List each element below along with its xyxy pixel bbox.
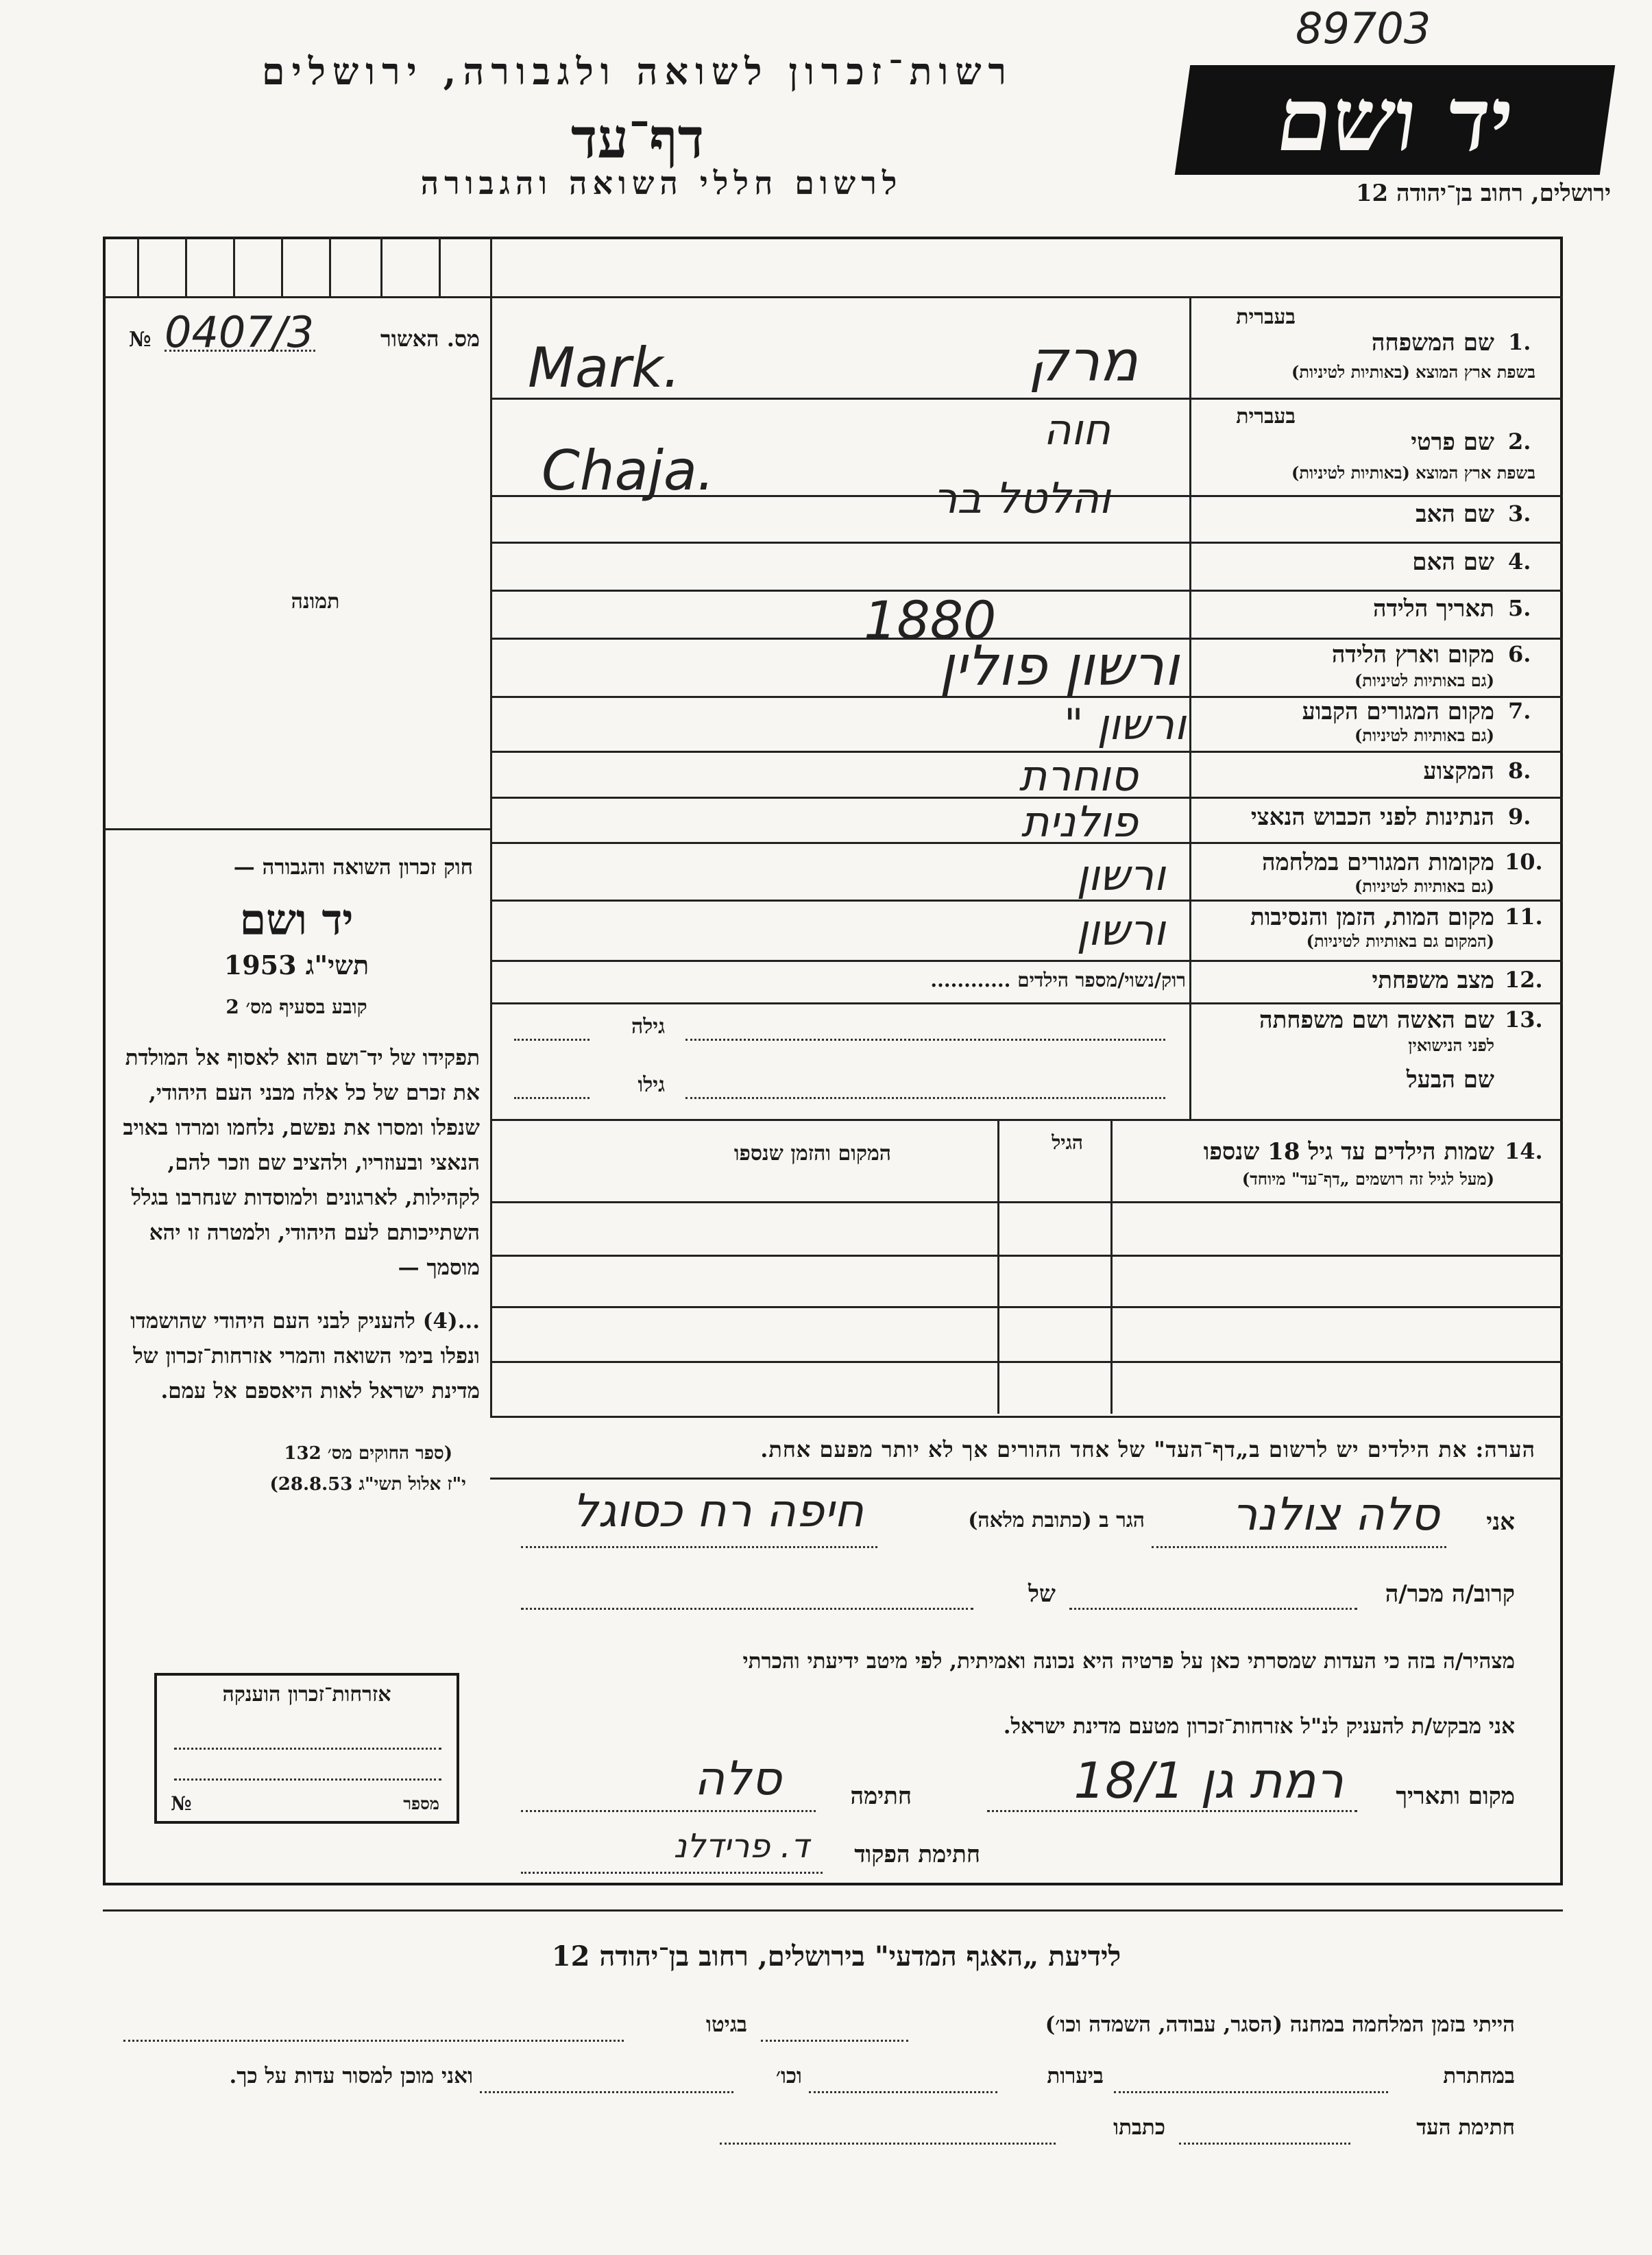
field-13-sub: לפני הנישואין	[1408, 1035, 1494, 1055]
field-7-number: 7.	[1508, 698, 1531, 724]
field-5-label: תאריך הלידה	[1372, 595, 1494, 623]
field-1-number: 1.	[1508, 329, 1531, 355]
decl-signature-value[interactable]: סלה	[694, 1752, 781, 1806]
law-name: יד ושם	[239, 895, 354, 945]
field-6-number: 6.	[1508, 641, 1531, 667]
photo-label: תמונה	[291, 590, 340, 614]
field-7-sub: (גם באותיות לטיניות)	[1354, 725, 1494, 745]
field-12-extra[interactable]: רוק/נשוי/מספר הילדים ............	[930, 969, 1186, 991]
field-6-sub: (גם באותיות לטיניות)	[1354, 671, 1494, 690]
field-11-value[interactable]: ורשון	[1076, 905, 1165, 955]
field-1-value-latin[interactable]: Mark.	[528, 336, 681, 400]
law-clause: קובע בסעיף מס׳ 2	[226, 996, 367, 1018]
field-1-sub: בשפת ארץ המוצא (באותיות לטיניות)	[1291, 362, 1535, 382]
decl-of: של	[1028, 1580, 1056, 1608]
decl-ani: אני	[1486, 1508, 1515, 1536]
field-5-value[interactable]: 1880	[864, 590, 997, 651]
header-address: ירושלים, רחוב בן־יהודה 12	[1355, 180, 1611, 207]
bottom-etc-label: וכו׳	[775, 2064, 802, 2088]
decl-name-value[interactable]: סלה צולנר	[1232, 1488, 1440, 1541]
field-4-number: 4.	[1508, 548, 1531, 575]
bottom-ghetto-label: בגיטו	[706, 2012, 747, 2037]
field-1-lang: בעברית	[1236, 305, 1296, 329]
children-number: 14.	[1505, 1138, 1543, 1164]
field-1-label: שם המשפחה	[1371, 329, 1494, 357]
award-number-label: מספר	[403, 1794, 439, 1813]
field-2-value-latin[interactable]: Chaja.	[542, 439, 715, 503]
field-11-number: 11.	[1505, 904, 1543, 930]
bottom-underground-label: במחתרת	[1443, 2064, 1515, 2088]
field-4-label: שם האם	[1412, 548, 1494, 576]
decl-request: אני מבקש/ת להעניק לנ"ל אזרחות־זכרון מטעם מדינת ישראל.	[1003, 1714, 1515, 1739]
law-paragraph-2: ...(4) להעניק לבני העם היהודי שהושמדו ונפלו בימי השואה והמרי אזרחות־זכרון של מדינת ישראל לאות היאספם אל עמם.	[130, 1309, 480, 1403]
decl-officer: חתימת הפקוד	[854, 1841, 980, 1868]
field-6-label: מקום וארץ הלידה	[1331, 641, 1494, 668]
field-12-number: 12.	[1505, 967, 1543, 993]
bottom-address-label: כתבתו	[1113, 2115, 1165, 2140]
field-9-number: 9.	[1508, 804, 1531, 830]
field-8-value[interactable]: סוחרת	[1019, 751, 1138, 801]
decl-statement: מצהיר/ה בזה כי העדות שמסרתי כאן על פרטיה היא נכונה ואמיתית, לפי מיטב ידיעתי והכרתי	[742, 1649, 1515, 1674]
decl-signature: חתימה	[850, 1783, 912, 1810]
decl-resident: הגר ב (כתובת מלאה)	[968, 1508, 1145, 1532]
field-12-label: מצב משפחתי	[1372, 967, 1494, 994]
field-3-number: 3.	[1508, 501, 1531, 527]
children-col-age: הגיל	[1052, 1131, 1083, 1154]
field-11-label: מקום המות, הזמן והנסיבות	[1250, 904, 1494, 931]
field-11-sub: (המקום גם באותיות לטיניות)	[1306, 931, 1494, 951]
field-6-value[interactable]: ורשון פולין	[939, 634, 1179, 698]
decl-place-date-value[interactable]: רמת גן 18/1	[1073, 1752, 1344, 1809]
law-year: תשי"ג 1953	[223, 950, 369, 980]
field-7-value[interactable]: ורשון "	[1064, 699, 1186, 749]
law-paragraph-1: תפקידו של יד־ושם הוא לאסוף אל המולדת את זכרם של כל אלה מבני העם היהודי, שנפלו ומסרו את נפשם, נלחמו ומרדו באויב הנאצי ובעוזריו, ולהציב שם וזכר להם, לקהילות, לארגונים ולמוסדות שנחרבו בגלל השתייכותם לעם היהודי, ולמטרה זו יהא מוסמך —	[123, 1046, 480, 1280]
field-7-label: מקום המגורים הקבוע	[1302, 698, 1494, 725]
bottom-title: לידיעת „האגף המדעי" בירושלים, רחוב בן־יהודה 12	[551, 1940, 1121, 1973]
decl-relative: קרוב/ה מכר/ה	[1385, 1580, 1515, 1608]
field-8-label: המקצוע	[1423, 758, 1494, 785]
document-number: 89703	[1296, 3, 1431, 53]
form-title: דף־עד	[570, 106, 705, 171]
approval-label: מס. האשור	[380, 326, 480, 352]
field-2-label: שם פרטי	[1411, 429, 1494, 456]
bottom-witness-signature-label: חתימת העד	[1416, 2115, 1515, 2140]
field-2-sub: בשפת ארץ המוצא (באותיות לטיניות)	[1291, 463, 1535, 483]
award-no-sign: №	[171, 1792, 192, 1815]
field-2-value-hebrew[interactable]: חוה	[1043, 405, 1110, 455]
decl-address-value[interactable]: חיפה רח כסוגל	[572, 1484, 864, 1537]
approval-no-sign: №	[129, 328, 151, 352]
children-sub: (מעל לגיל זה רושמים „דף־עד" מיוחד)	[1241, 1169, 1494, 1189]
approval-number[interactable]: 0407/3	[165, 307, 315, 357]
field-3-label: שם האב	[1416, 501, 1494, 528]
field-10-number: 10.	[1505, 849, 1543, 875]
field-10-label: מקומות המגורים במלחמה	[1261, 849, 1494, 876]
bottom-ready-label: ואני מוכן למסור עדות על כך.	[229, 2064, 473, 2088]
field-1-value-hebrew[interactable]: מרק	[1028, 329, 1138, 394]
law-title: חוק זכרון השואה והגבורה —	[233, 855, 473, 880]
children-label: שמות הילדים עד גיל 18 שנספו	[1203, 1138, 1494, 1166]
authority-title: רשות־זכרון לשואה ולגבורה, ירושלים	[261, 49, 1014, 93]
bottom-camp-label: הייתי בזמן המלחמה במחנה (הסגר, עבודה, השמדה וכו׳)	[1045, 2012, 1515, 2037]
field-3-value[interactable]: והלטל בר	[933, 473, 1110, 523]
law-date: י"ז אלול תשי"ג 28.8.53)	[269, 1474, 466, 1495]
field-10-sub: (גם באותיות לטיניות)	[1354, 876, 1494, 896]
award-box	[154, 1673, 459, 1824]
bottom-forests-label: ביערות	[1047, 2064, 1104, 2088]
law-source: (ספר החוקים מס׳ 132	[284, 1443, 452, 1464]
field-13-age-label: גילה	[631, 1015, 665, 1039]
field-13-label: שם האשה ושם משפחתה	[1259, 1006, 1494, 1034]
children-col-place: המקום והזמן שנספו	[733, 1142, 891, 1166]
husband-age-label: גילו	[637, 1073, 665, 1097]
decl-place-date: מקום ותאריך	[1396, 1783, 1515, 1810]
field-9-label: הנתינות לפני הכבוש הנאצי	[1250, 804, 1494, 831]
yad-vashem-logo: יד ושם	[1175, 65, 1615, 175]
decl-officer-value[interactable]: ד. פרידלנ	[673, 1827, 809, 1866]
field-13-number: 13.	[1505, 1006, 1543, 1033]
field-2-number: 2.	[1508, 429, 1531, 455]
form-subtitle: לרשום חללי השואה והגבורה	[420, 165, 903, 202]
husband-label: שם הבעל	[1406, 1066, 1494, 1094]
children-note: הערה: את הילדים יש לרשום ב„דף־העד" של אחד ההורים אך לא יותר מפעם אחת.	[760, 1436, 1535, 1462]
field-2-lang: בעברית	[1236, 405, 1296, 429]
field-8-number: 8.	[1508, 758, 1531, 784]
field-9-value[interactable]: פולנית	[1021, 797, 1138, 847]
field-5-number: 5.	[1508, 595, 1531, 621]
field-10-value[interactable]: ורשון	[1076, 850, 1165, 900]
award-box-title: אזרחות־זכרון הוענקה	[222, 1683, 391, 1707]
